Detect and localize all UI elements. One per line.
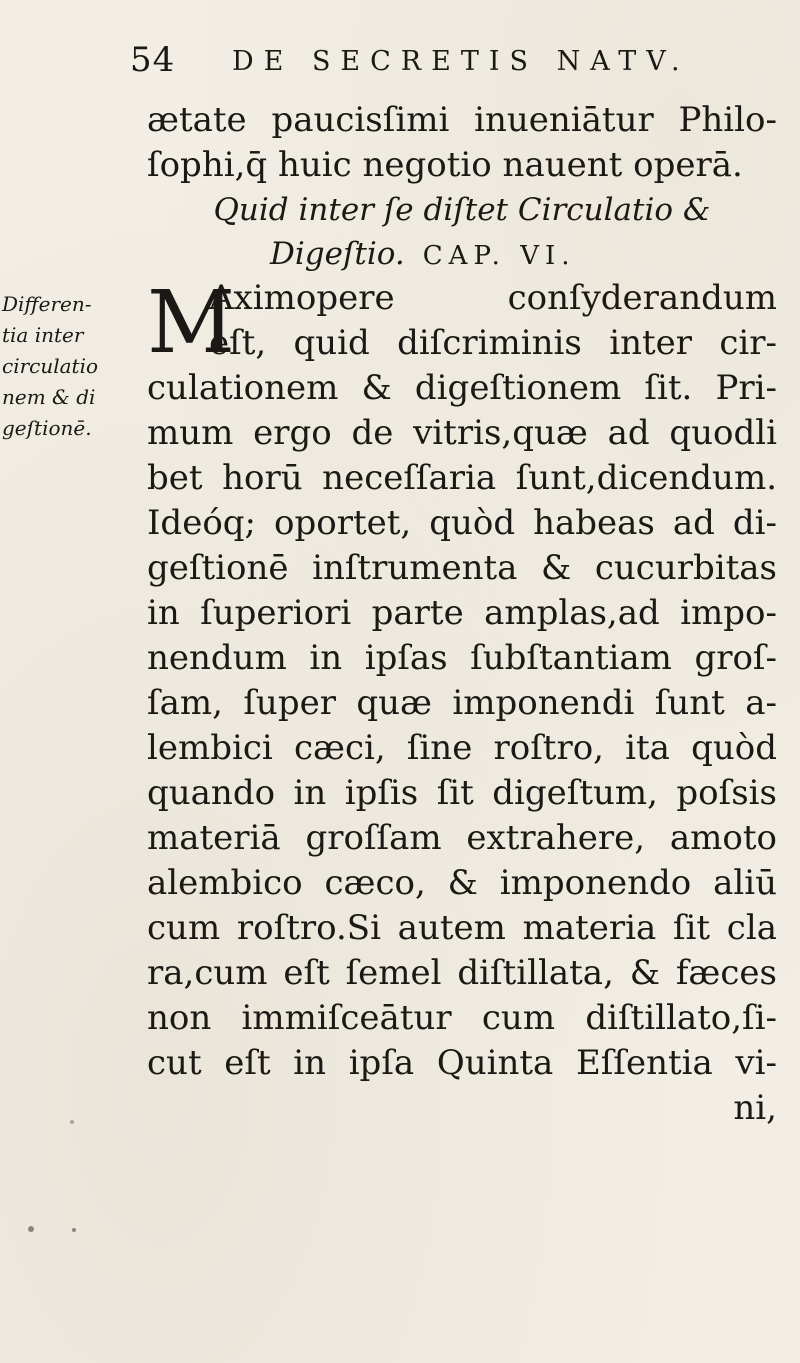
marginal-note-line: Differen-	[2, 292, 92, 316]
text-line: ſam, ſuper quæ imponendi ſunt a-	[147, 683, 777, 723]
text-line: Aximopere conſyderandum	[209, 278, 777, 318]
marginal-note-line: nem & di	[2, 385, 96, 409]
marginal-note-line: geſtionē.	[2, 416, 92, 440]
text-line: mum ergo de vitris,quæ ad quodli	[147, 413, 777, 453]
text-line: eſt, quid diſcriminis inter cir-	[209, 323, 777, 363]
chapter-heading-line-2	[147, 232, 777, 276]
text-line: bet horū neceſſaria ſunt,dicendum.	[147, 458, 777, 498]
text-line: culationem & digeſtionem ſit. Pri-	[147, 368, 777, 408]
text-line: ætate paucisſimi inueniātur Philo-	[147, 100, 777, 140]
text-line: materiā groſſam extrahere, amoto	[147, 818, 777, 858]
text-line: ſophi,q̄ huic negotio nauent operā.	[147, 145, 743, 185]
text-line: ra,cum eſt ſemel diſtillata, & fæces	[147, 953, 777, 993]
marginal-note-line: circulatio	[2, 354, 99, 378]
chapter-heading-line-1: Quid inter ſe diſtet Circulatio &	[213, 192, 711, 228]
ink-speck	[28, 1226, 34, 1232]
marginal-note	[2, 289, 142, 444]
chapter-label: CAP. VI.	[422, 241, 576, 271]
text-line: cut eſt in ipſa Quinta Eſſentia vi-	[147, 1043, 777, 1083]
ink-speck	[70, 1120, 74, 1124]
text-line: non immiſceātur cum diſtillato,ſi-	[147, 998, 777, 1038]
text-line: Ideóq; oportet, quòd habeas ad di-	[147, 503, 777, 543]
page-number: 54	[130, 40, 176, 80]
text-line: nendum in ipſas ſubſtantiam groſ-	[147, 638, 777, 678]
text-line: quando in ipſis ſit digeſtum, poſsis	[147, 773, 777, 813]
main-text-block	[147, 98, 777, 1131]
text-line: geſtionē inſtrumenta & cucurbitas	[147, 548, 777, 588]
text-line: lembici cæci, ſine roſtro, ita quòd	[147, 728, 777, 768]
text-line: in ſuperiori parte amplas,ad impo-	[147, 593, 777, 633]
drop-cap-initial: M	[147, 273, 236, 373]
text-line: cum roſtro.Si autem materia ſit cla	[147, 908, 777, 948]
text-line: alembico cæco, & imponendo aliū	[147, 863, 777, 903]
ink-speck	[72, 1228, 76, 1232]
chapter-heading-word: Digeſtio.	[270, 236, 405, 272]
marginal-note-line: tia inter	[2, 323, 84, 347]
catchword: ni,	[733, 1088, 777, 1128]
running-title: DE SECRETIS NATV.	[232, 46, 690, 77]
